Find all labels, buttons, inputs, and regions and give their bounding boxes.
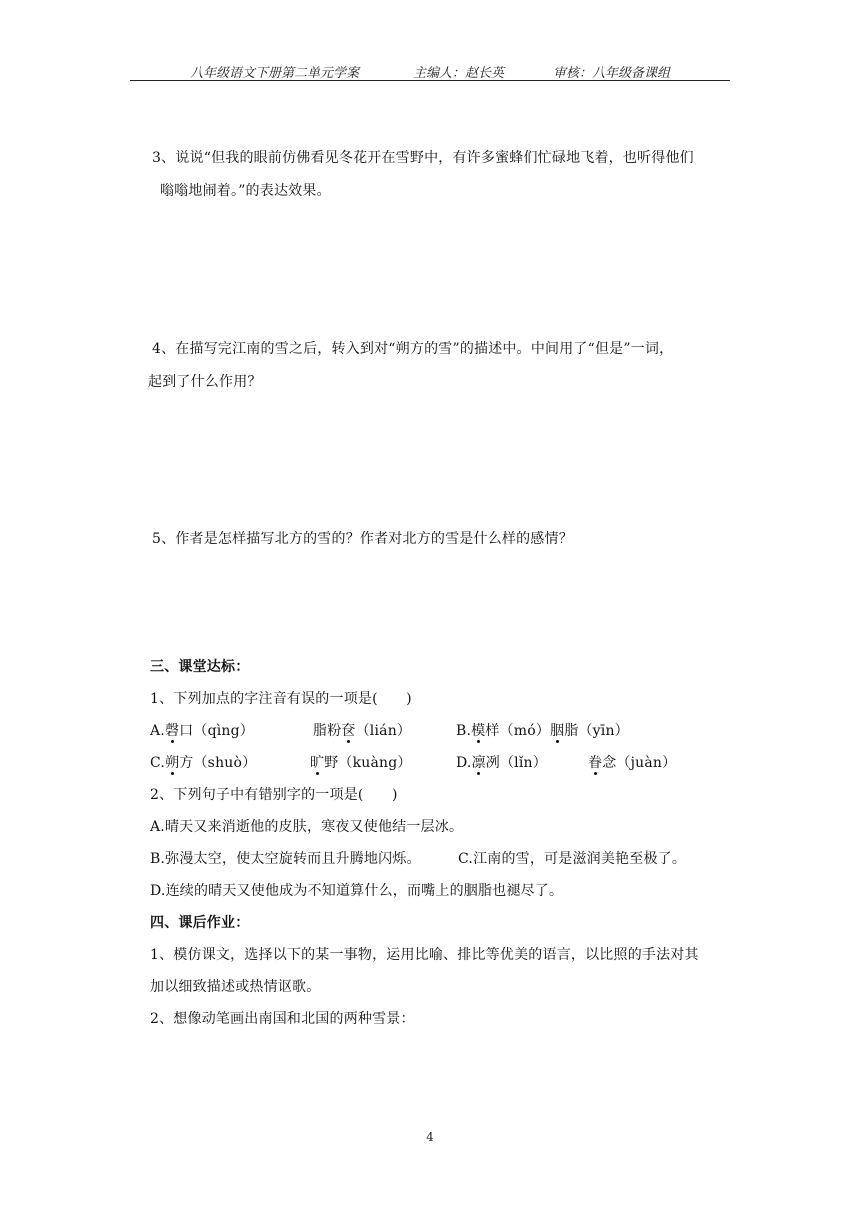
header-editor: 主编人：赵长英: [413, 66, 505, 81]
dotted-char: 旷: [310, 755, 325, 771]
question-4-line-2: 起到了什么作用？: [148, 374, 262, 390]
item-1-option-c: C.朔方（shuò）: [150, 755, 257, 771]
homework-1-line-2: 加以细致描述或热情讴歌。: [150, 979, 321, 995]
homework-2: 2、想像动笔画出南国和北国的两种雪景：: [150, 1011, 415, 1027]
question-4-line-1: 4、在描写完江南的雪之后，转入到对“朔方的雪”的描述中。中间用了“但是”一词，: [152, 341, 674, 357]
dotted-char: 模: [471, 723, 486, 739]
section-3-item-1-stem: 1、下列加点的字注音有误的一项是( ): [150, 691, 412, 707]
dotted-char: 凛: [471, 755, 486, 771]
item-1-option-d: D.凛冽（lǐn）: [456, 755, 547, 771]
item-1-option-a: A.磬口（qìng）: [150, 723, 254, 739]
item-2-option-c: C.江南的雪，可是滋润美艳至极了。: [458, 851, 687, 867]
dotted-char: 眷: [588, 755, 603, 771]
section-3-title: 三、课堂达标：: [150, 659, 250, 675]
question-5: 5、作者是怎样描写北方的雪的？作者对北方的雪是什么样的感情？: [152, 531, 573, 547]
section-4-title: 四、课后作业：: [150, 915, 250, 931]
item-2-option-a: A.晴天又来消逝他的皮肤，寒夜又使他结一层冰。: [150, 819, 464, 835]
header-rule: [130, 80, 730, 81]
homework-1-line-1: 1、模仿课文，选择以下的某一事物，运用比喻、排比等优美的语言，以比照的手法对其: [150, 947, 699, 963]
question-3-line-2: 嗡嗡地闹着。”的表达效果。: [160, 183, 331, 199]
question-3-line-1: 3、说说“但我的眼前仿佛看见冬花开在雪野中，有许多蜜蜂们忙碌地飞着，也听得他们: [152, 150, 694, 166]
page-number: 4: [426, 1130, 434, 1144]
dotted-char: 胭: [550, 723, 565, 739]
item-2-option-b: B.弥漫太空，使太空旋转而且升腾地闪烁。: [150, 851, 421, 867]
dotted-char: 磬: [164, 723, 180, 739]
header-reviewer: 审核：八年级备课组: [553, 66, 671, 81]
header-title: 八年级语文下册第二单元学案: [190, 66, 360, 81]
item-1-option-a2: 脂粉奁（lián）: [313, 723, 412, 739]
item-2-option-d: D.连续的晴天又使他成为不知道算什么，而嘴上的胭脂也褪尽了。: [150, 883, 564, 899]
dotted-char: 奁: [341, 723, 356, 739]
item-1-option-c2: 旷野（kuàng）: [310, 755, 412, 771]
section-3-item-2-stem: 2、下列句子中有错别字的一项是( ): [150, 787, 398, 803]
item-1-option-b: B.模样（mó）胭脂（yīn）: [456, 723, 629, 739]
item-1-option-d2: 眷念（juàn）: [588, 755, 677, 771]
dotted-char: 朔: [165, 755, 180, 771]
